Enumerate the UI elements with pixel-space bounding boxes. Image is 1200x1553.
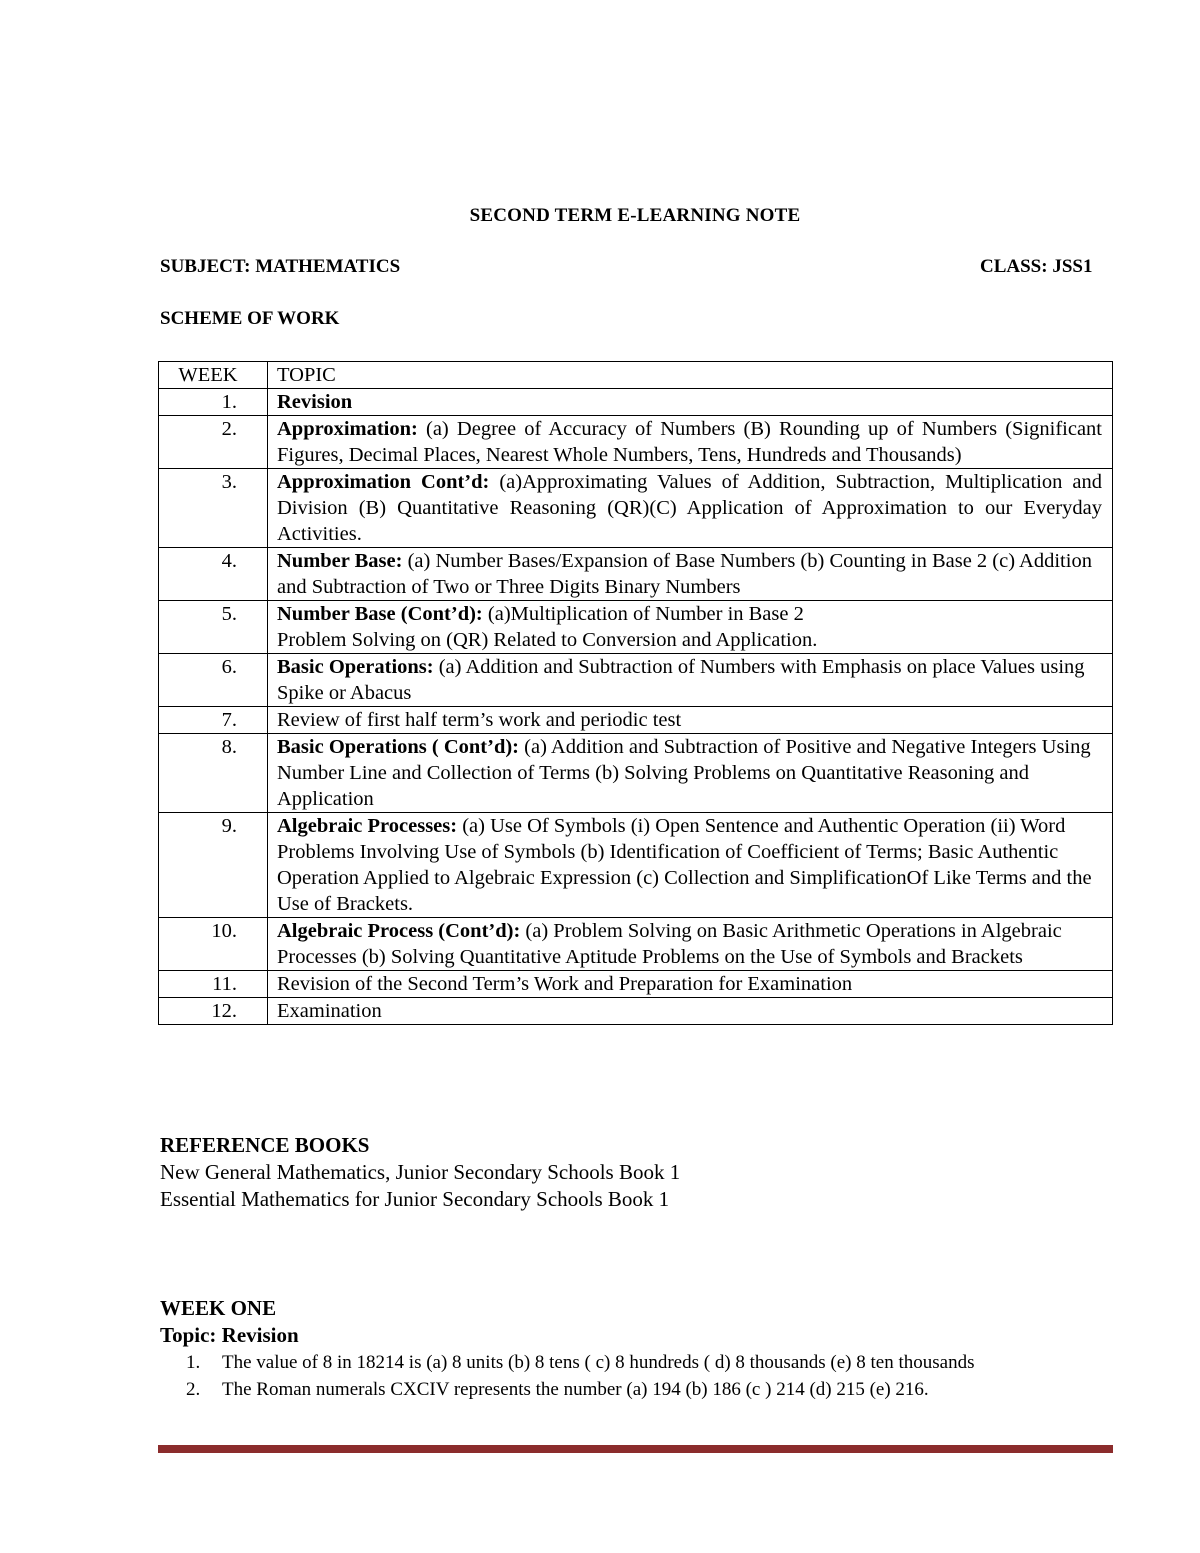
topic-detail: Review of first half term’s work and periodic test	[277, 709, 682, 731]
topic-detail: (a) Addition and Subtraction of Positive and Negative Integers Using Number Line and Collection of Terms (b) Solving Problems on Quantitative Reasoning and Application	[277, 736, 1091, 810]
topic-title: Basic Operations ( Cont’d):	[277, 736, 520, 758]
week-number: 9.	[159, 813, 268, 918]
question-number: 2.	[186, 1379, 201, 1400]
table-row	[159, 389, 1113, 416]
topic-title: Basic Operations:	[277, 656, 434, 678]
topic-detail: (a)Approximating Values of Addition, Subtraction, Multiplication and Division (B) Quantitative Reasoning (QR)(C) Application of Approximation to our Everyday Activities.	[277, 471, 1102, 545]
week-number: 11.	[159, 971, 268, 998]
week-number: 10.	[159, 918, 268, 971]
topic-detail: (a)Multiplication of Number in Base 2	[482, 603, 804, 625]
reference-books-heading: REFERENCE BOOKS	[160, 1133, 370, 1157]
week-number: 4.	[159, 548, 268, 601]
topic-detail: (a) Use Of Symbols (i) Open Sentence and Authentic Operation (ii) Word Problems Involving Use of Symbols (b) Identification of Coefficient of Terms; Basic Authentic Operation Applied to Algebraic Expression (c) Collection and SimplificationOf Like Terms and the Use of Brackets.	[277, 815, 1092, 915]
subject-label: SUBJECT: MATHEMATICS	[160, 256, 401, 277]
topic-detail-line-2: Problem Solving on (QR) Related to Conversion and Application.	[277, 629, 818, 651]
topic-cell	[268, 998, 1113, 1025]
topic-cell	[268, 389, 1113, 416]
topic-title: Number Base:	[277, 550, 403, 572]
table-row	[159, 707, 1113, 734]
topic-cell	[268, 918, 1113, 971]
topic-cell	[268, 707, 1113, 734]
week-number: 2.	[159, 416, 268, 469]
question-number: 1.	[186, 1352, 201, 1373]
question-item	[160, 1350, 1060, 1375]
topic-column-header: TOPIC	[268, 362, 1113, 389]
topic-title: Algebraic Process (Cont’d):	[277, 920, 521, 942]
topic-title: Number Base (Cont’d):	[277, 603, 483, 625]
question-item	[160, 1377, 1060, 1402]
table-row	[159, 971, 1113, 998]
table-row	[159, 734, 1113, 813]
table-row	[159, 469, 1113, 548]
table-header-row	[159, 362, 1113, 389]
table-row	[159, 416, 1113, 469]
week-number: 7.	[159, 707, 268, 734]
week-number: 5.	[159, 601, 268, 654]
week-number: 8.	[159, 734, 268, 813]
topic-detail: Revision of the Second Term’s Work and Preparation for Examination	[277, 973, 853, 995]
revision-questions	[160, 1350, 1060, 1404]
topic-cell	[268, 971, 1113, 998]
table-row	[159, 548, 1113, 601]
topic-detail: Examination	[277, 1000, 382, 1022]
table-row	[159, 601, 1113, 654]
table-row	[159, 654, 1113, 707]
topic-title: Revision	[277, 391, 353, 413]
topic-cell	[268, 734, 1113, 813]
topic-cell	[268, 654, 1113, 707]
class-label: CLASS: JSS1	[980, 256, 1093, 277]
table-row	[159, 918, 1113, 971]
document-title: SECOND TERM E-LEARNING NOTE	[469, 205, 801, 226]
topic-detail: (a) Number Bases/Expansion of Base Numbers (b) Counting in Base 2 (c) Addition and Subtraction of Two or Three Digits Binary Numbers	[277, 550, 1092, 598]
week-number: 6.	[159, 654, 268, 707]
scheme-heading: SCHEME OF WORK	[160, 308, 340, 329]
topic-cell	[268, 601, 1113, 654]
topic-cell	[268, 416, 1113, 469]
footer-divider	[158, 1445, 1113, 1453]
topic-detail: (a) Degree of Accuracy of Numbers (B) Rounding up of Numbers (Significant Figures, Decimal Places, Nearest Whole Numbers, Tens, Hundreds and Thousands)	[277, 418, 1102, 466]
table-row	[159, 998, 1113, 1025]
topic-cell	[268, 548, 1113, 601]
topic-title: Approximation Cont’d:	[277, 471, 490, 493]
week-one-topic: Topic: Revision	[160, 1323, 299, 1347]
reference-book: New General Mathematics, Junior Secondary Schools Book 1	[160, 1160, 681, 1184]
topic-detail: (a) Addition and Subtraction of Numbers with Emphasis on place Values using Spike or Abacus	[277, 656, 1085, 704]
topic-cell	[268, 813, 1113, 918]
topic-detail: (a) Problem Solving on Basic Arithmetic Operations in Algebraic Processes (b) Solving Quantitative Aptitude Problems on the Use of Symbols and Brackets	[277, 920, 1062, 968]
week-number: 3.	[159, 469, 268, 548]
week-number: 1.	[159, 389, 268, 416]
topic-cell	[268, 469, 1113, 548]
table-row	[159, 813, 1113, 918]
week-one-heading: WEEK ONE	[160, 1296, 277, 1320]
question-text: The Roman numerals CXCIV represents the number (a) 194 (b) 186 (c ) 214 (d) 215 (e) 216.	[222, 1379, 929, 1400]
question-text: The value of 8 in 18214 is (a) 8 units (b) 8 tens ( c) 8 hundreds ( d) 8 thousands (e) 8 ten thousands	[222, 1352, 975, 1373]
scheme-of-work-table	[158, 361, 1113, 1025]
reference-book: Essential Mathematics for Junior Secondary Schools Book 1	[160, 1187, 670, 1211]
topic-title: Algebraic Processes:	[277, 815, 458, 837]
week-number: 12.	[159, 998, 268, 1025]
week-column-header: WEEK	[159, 362, 268, 389]
topic-title: Approximation:	[277, 418, 418, 440]
